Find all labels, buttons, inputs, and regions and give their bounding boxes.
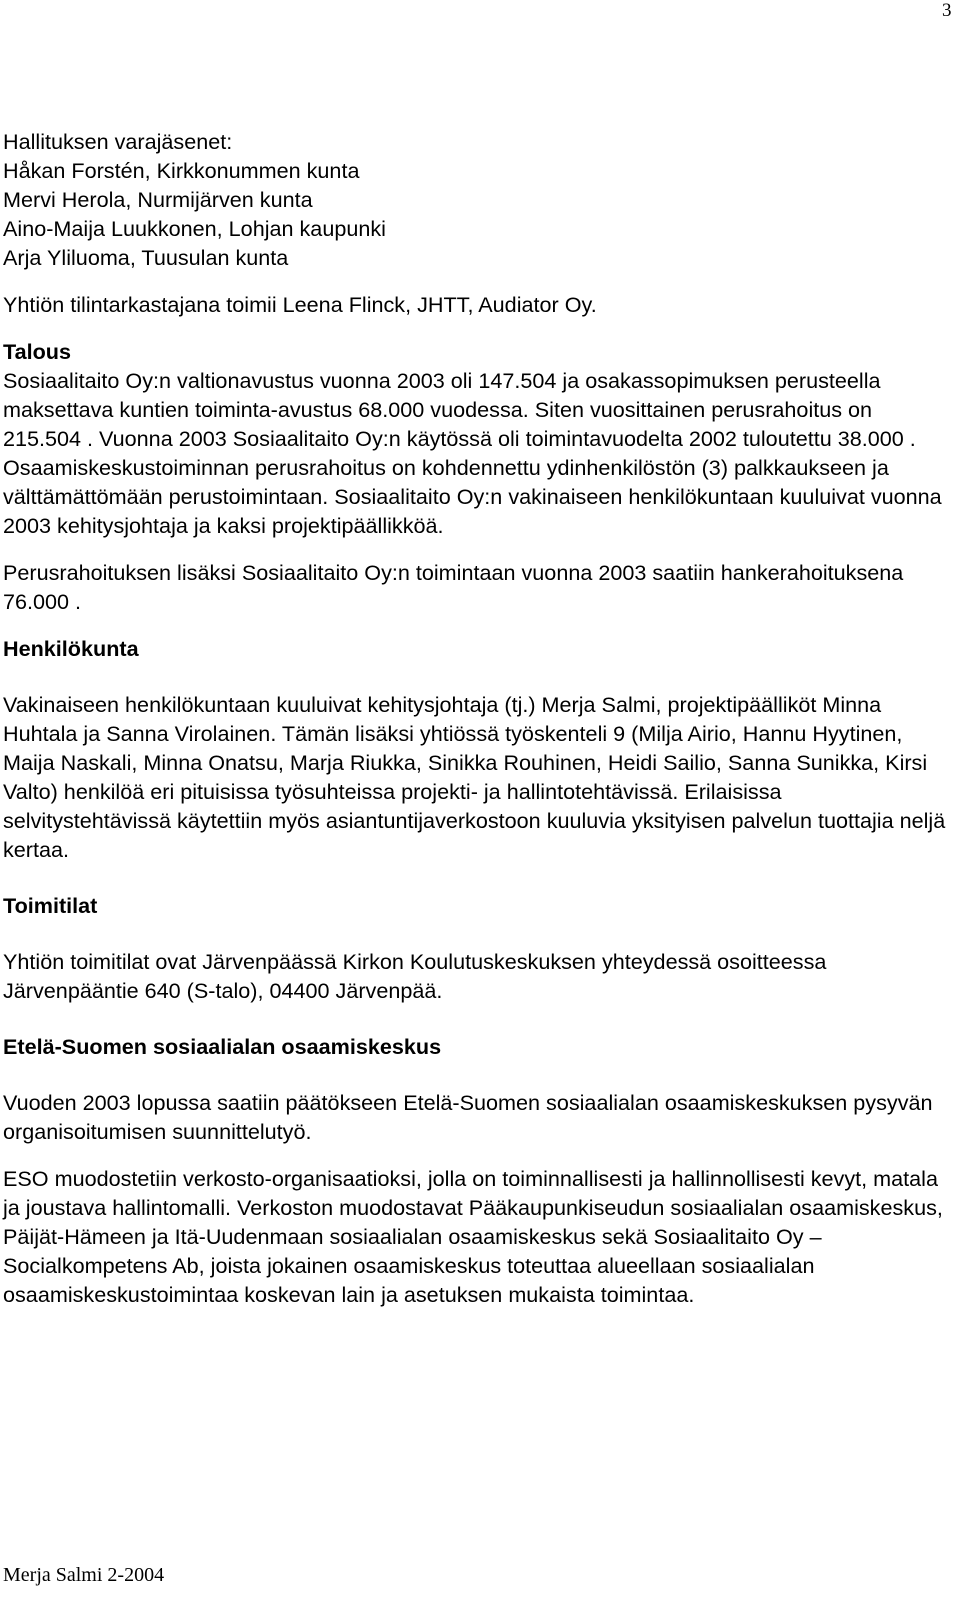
- board-member: Aino-Maija Luukkonen, Lohjan kaupunki: [3, 216, 386, 241]
- page-number: 3: [942, 0, 952, 21]
- auditor-statement: Yhtiön tilintarkastajana toimii Leena Flinck, JHTT, Audiator Oy.: [3, 292, 597, 317]
- board-member: Mervi Herola, Nurmijärven kunta: [3, 187, 313, 212]
- centre-network-paragraph: ESO muodostetiin verkosto-organisaatioksi, jolla on toiminnallisesti ja hallinnollisesti kevyt, matala ja joustava hallintomalli. Verkoston muodostavat Pääkaupunkiseudun sosiaalialan osaamiskeskus, Päijät-Hämeen ja Itä-Uudenmaan sosiaalialan osaamiskeskus sekä Sosiaalitaito Oy – Socialkompetens Ab, joista jokainen osaamiskeskus toteuttaa alueellaan sosiaalialan osaamiskeskustoimintaa koskevan lain ja asetuksen mukaista toimintaa.: [3, 1166, 943, 1307]
- board-member: Arja Yliluoma, Tuusulan kunta: [3, 245, 289, 270]
- finance-paragraph: Sosiaalitaito Oy:n valtionavustus vuonna 2003 oli 147.504 ja osakassopimuksen perusteella maksettava kuntien toiminta-avustus 68.000 vuodessa. Siten vuosittainen perusrahoitus on 215.504 . Vuonna 2003 Sosiaalitaito Oy:n käytössä oli toimintavuodelta 2002 tuloutettu 38.000 . Osaamiskeskustoiminnan perusrahoitus on kohdennettu ydinhenkilöstön (3) palkkaukseen ja välttämättömään perustoimintaan. Sosiaalitaito Oy:n vakinaiseen henkilökuntaan kuuluivat vuonna 2003 kehitysjohtaja ja kaksi projektipäällikköä.: [3, 368, 942, 538]
- centre-heading: Etelä-Suomen sosiaalialan osaamiskeskus: [3, 1034, 442, 1059]
- document-body: [0, 127, 952, 1309]
- premises-paragraph: Yhtiön toimitilat ovat Järvenpäässä Kirkon Koulutuskeskuksen yhteydessä osoitteessa Järvenpääntie 640 (S-talo), 04400 Järvenpää.: [3, 949, 827, 1003]
- finance-project-funding: Perusrahoituksen lisäksi Sosiaalitaito Oy:n toimintaan vuonna 2003 saatiin hankerahoituksena 76.000 .: [3, 560, 904, 614]
- footer-author-date: Merja Salmi 2-2004: [3, 1564, 165, 1586]
- finance-heading: Talous: [3, 339, 71, 364]
- board-member: Håkan Forstén, Kirkkonummen kunta: [3, 158, 360, 183]
- board-deputy-heading: Hallituksen varajäsenet:: [3, 129, 233, 154]
- staff-paragraph: Vakinaiseen henkilökuntaan kuuluivat kehitysjohtaja (tj.) Merja Salmi, projektipäälliköt Minna Huhtala ja Sanna Virolainen. Tämän lisäksi yhtiössä työskenteli 9 (Milja Airio, Hannu Hyytinen, Maija Naskali, Minna Onatsu, Marja Riukka, Sinikka Rouhinen, Heidi Sailio, Sanna Sunikka, Kirsi Valto) henkilöä eri pituisissa työsuhteissa projekti- ja hallintotehtävissä. Erilaisissa selvitystehtävissä käytettiin myös asiantuntijaverkostoon kuuluvia yksityisen palvelun tuottajia neljä kertaa.: [3, 692, 946, 862]
- staff-heading: Henkilökunta: [3, 636, 139, 661]
- centre-paragraph: Vuoden 2003 lopussa saatiin päätökseen Etelä-Suomen sosiaalialan osaamiskeskuksen pysyvän organisoitumisen suunnittelutyö.: [3, 1090, 933, 1144]
- premises-heading: Toimitilat: [3, 893, 98, 918]
